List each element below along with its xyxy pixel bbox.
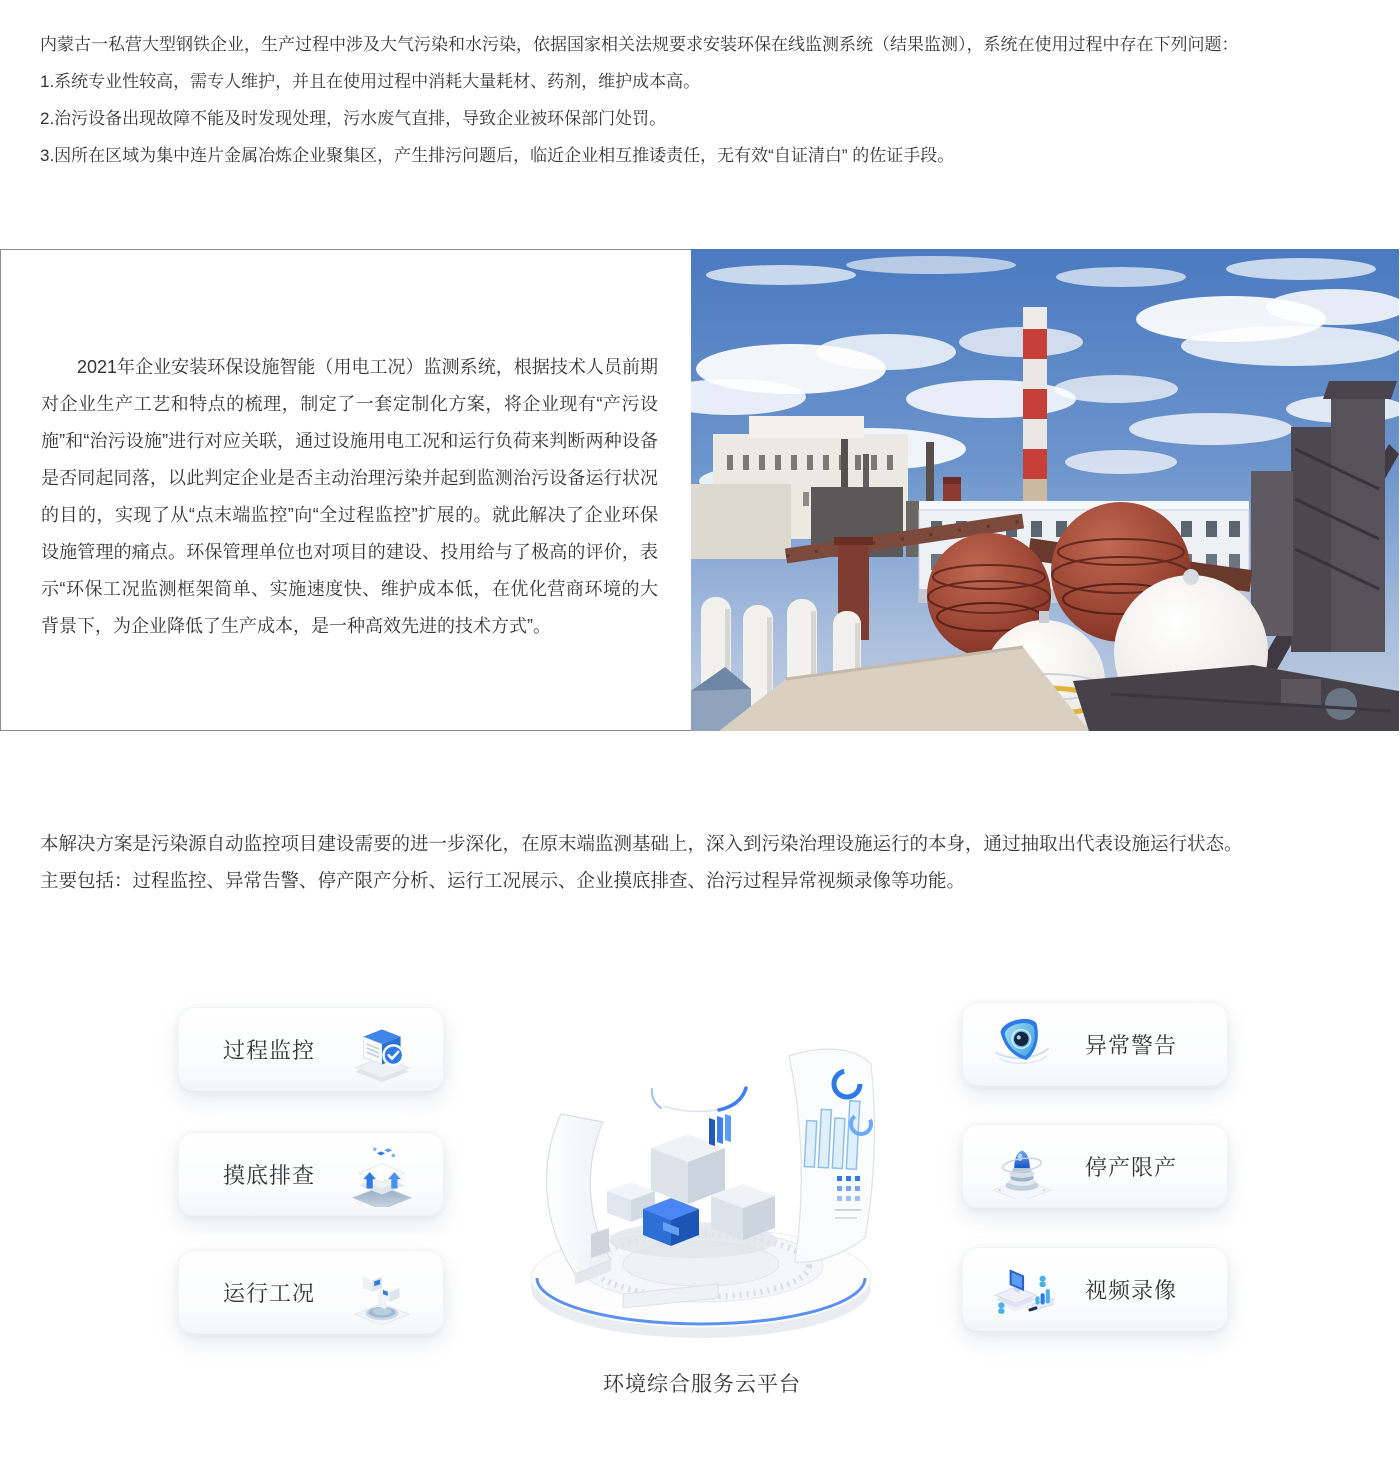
operating-condition-icon	[349, 1259, 415, 1325]
video-record-icon	[989, 1256, 1055, 1322]
feature-card-video-record[interactable]	[962, 1247, 1228, 1331]
feature-label: 摸底排查	[223, 1162, 316, 1188]
feature-label: 运行工况	[223, 1280, 316, 1306]
feature-label: 视频录像	[1085, 1277, 1178, 1303]
feature-card-production-limit[interactable]	[962, 1124, 1228, 1208]
problem-item-2: 2.治污设备出现故障不能及时发现处理，污水废气直排，导致企业被环保部门处罚。	[40, 109, 667, 128]
feature-card-alert[interactable]	[962, 1002, 1228, 1086]
feature-label: 过程监控	[223, 1037, 316, 1063]
feature-card-operating-condition[interactable]	[178, 1250, 444, 1334]
case-study-paragraph: 2021年企业安装环保设施智能（用电工况）监测系统，根据技术人员前期对企业生产工艺和特点的梳理，制定了一套定制化方案，将企业现有“产污设施”和“治污设施”进行对应关联，通过设施用电工况和运行负荷来判断两种设备是否同起同落，以此判定企业是否主动治理污染并起到监测治污设备运行状况的目的，实现了从“点末端监控”向“全过程监控”扩展的。就此解决了企业环保设施管理的痛点。环保管理单位也对项目的建设、投用给与了极高的评价，表示“环保工况监测框架简单、实施速度快、维护成本低，在优化营商环境的大背景下，为企业降低了生产成本，是一种高效先进的技术方式”。	[41, 357, 658, 636]
feature-card-survey-check[interactable]	[178, 1132, 444, 1216]
feature-label: 异常警告	[1085, 1032, 1178, 1058]
feature-label: 停产限产	[1085, 1154, 1178, 1180]
process-monitor-icon	[349, 1016, 415, 1082]
solution-line-1: 本解决方案是污染源自动监控项目建设需要的进一步深化，在原末端监测基础上，深入到污染治理设施运行的本身，通过抽取出代表设施运行状态。	[40, 833, 1243, 854]
intro-heading: 内蒙古一私营大型钢铁企业，生产过程中涉及大气污染和水污染，依据国家相关法规要求安装环保在线监测系统（结果监测），系统在使用过程中存在下列问题：	[40, 35, 1239, 54]
survey-check-icon	[349, 1141, 415, 1207]
problem-item-3: 3.因所在区域为集中连片金属冶炼企业聚集区，产生排污问题后，临近企业相互推诿责任，无有效“自证清白” 的佐证手段。	[40, 146, 955, 165]
problem-item-1: 1.系统专业性较高，需专人维护，并且在使用过程中消耗大量耗材、药剂，维护成本高。	[40, 72, 701, 91]
cloud-platform-illustration	[503, 1026, 901, 1356]
feature-card-process-monitor[interactable]	[178, 1007, 444, 1091]
platform-caption: 环境综合服务云平台	[603, 1373, 801, 1396]
production-limit-icon	[989, 1133, 1055, 1199]
steel-plant-photo	[691, 249, 1399, 731]
case-study-box	[0, 249, 1399, 731]
solution-line-2: 主要包括：过程监控、异常告警、停产限产分析、运行工况展示、企业摸底排查、治污过程异常视频录像等功能。	[40, 870, 966, 891]
solution-section	[40, 825, 1370, 899]
intro-section	[40, 26, 1370, 174]
alert-shield-icon	[989, 1011, 1055, 1077]
